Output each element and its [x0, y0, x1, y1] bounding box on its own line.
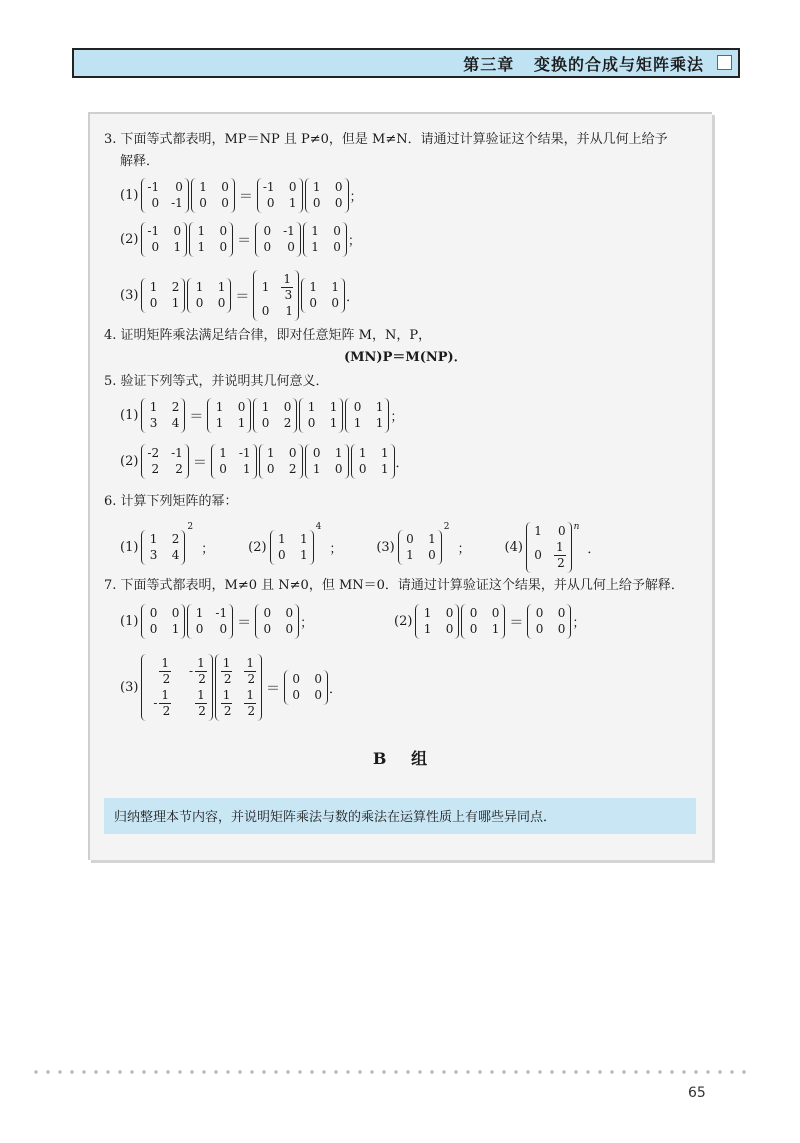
matrix: -1 0 0 -1 [141, 178, 188, 213]
matrix: 0 1 1 0 [398, 530, 442, 565]
matrix: 1 -1 0 0 [187, 604, 233, 639]
item-end-punct: ． [587, 542, 601, 557]
exercise-card [88, 112, 712, 860]
matrix: 0 0 0 1 [461, 604, 505, 639]
q3-equation-2 [120, 222, 361, 257]
equals-sign: ＝ [237, 614, 252, 631]
matrix: 1 0 1 1 [207, 398, 251, 433]
item-label: (2) [120, 232, 139, 247]
question-4-text: 4. 证明矩阵乘法满足结合律，即对任意矩阵 M，N，P， [104, 328, 432, 343]
matrix: 0 0 0 0 [527, 604, 571, 639]
matrix: 1 0 1 0 [415, 604, 459, 639]
matrix: 1 0 0 2 [253, 398, 297, 433]
q7-equation-3 [120, 654, 342, 721]
matrix: 1 1 0 1 [270, 530, 314, 565]
matrix: 1 2 0 1 [141, 278, 185, 313]
item-end-punct: ； [457, 542, 471, 557]
question-3-text-cont: 解释． [120, 154, 160, 169]
item-label: (2) [120, 454, 139, 469]
item-end-punct: ； [300, 616, 314, 631]
equals-sign: ＝ [509, 614, 524, 631]
matrix: 1 0 0 2 [259, 444, 303, 479]
item-end-punct: ． [346, 290, 360, 305]
item-end-punct: ； [390, 410, 404, 425]
item-label: (2) [394, 614, 413, 629]
matrix: 0 0 0 0 [284, 670, 328, 705]
chapter-title: 第三章 变换的合成与矩阵乘法 [463, 55, 704, 74]
q7-equation-2 [394, 604, 585, 639]
item-end-punct: ； [201, 542, 215, 557]
item-end-punct: ； [349, 190, 363, 205]
matrix-power: n [573, 522, 580, 532]
matrix: $\frac{1}{2}$ - $\frac{1}{2}$ - $\frac{1}{2}$ $\frac{1}{2}$ [141, 654, 212, 721]
chapter-header [72, 48, 740, 78]
equals-sign: ＝ [237, 232, 252, 249]
matrix: -1 0 0 1 [141, 222, 187, 257]
matrix: 1 0 1 0 [303, 222, 347, 257]
matrix-power: 2 [443, 522, 450, 532]
footer-dotted-divider [30, 1070, 750, 1074]
group-b-heading: B 组 [372, 749, 430, 768]
item-end-punct: ； [347, 234, 361, 249]
item-label: (1) [120, 614, 139, 629]
question-6-text: 6. 计算下列矩阵的幂： [104, 494, 238, 509]
q5-equation-1 [120, 398, 403, 433]
matrix: 1 2 3 4 [141, 530, 185, 565]
matrix: 1 1 0 0 [187, 278, 231, 313]
matrix: 1 -1 0 1 [211, 444, 257, 479]
matrix: 0 1 1 0 [305, 444, 349, 479]
matrix: 1 0 0 0 [191, 178, 235, 213]
q7-equation-1 [120, 604, 313, 639]
question-5-text: 5. 验证下列等式，并说明其几何意义． [104, 374, 329, 389]
item-label: (3) [376, 540, 395, 555]
matrix: -2 -1 2 2 [141, 444, 188, 479]
q5-equation-2 [120, 444, 409, 479]
question-3-text: 3. 下面等式都表明，MP＝NP 且 P≠0，但是 M≠N．请通过计算验证这个结果，并从几何上给予 [104, 132, 668, 147]
matrix: 1 0 0 0 [305, 178, 349, 213]
item-end-punct: ； [329, 542, 343, 557]
equals-sign: ＝ [238, 188, 253, 205]
matrix: 1 0 1 0 [189, 222, 233, 257]
matrix-power: 4 [315, 522, 322, 532]
item-label: (3) [120, 680, 139, 695]
matrix: 1 1 0 1 [299, 398, 343, 433]
matrix: 0 0 0 0 [255, 604, 299, 639]
equals-sign: ＝ [189, 408, 204, 425]
matrix: $\frac{1}{2}$ $\frac{1}{2}$ $\frac{1}{2}$ $\frac{1}{2}$ [215, 654, 262, 721]
page-number: 65 [688, 1085, 706, 1101]
matrix: -1 0 0 1 [257, 178, 303, 213]
item-end-punct: ； [572, 616, 586, 631]
equals-sign: ＝ [265, 680, 280, 697]
matrix: 0 -1 0 0 [255, 222, 301, 257]
header-square-icon [717, 55, 732, 70]
question-7-text: 7. 下面等式都表明，M≠0 且 N≠0，但 MN＝0．请通过计算验证这个结果，并从几何上给予解释． [104, 578, 684, 593]
matrix: 1 0 0 $\frac{1}{2}$ [526, 522, 572, 573]
matrix: 1 1 0 1 [351, 444, 395, 479]
question-4-formula: (MN)P＝M(NP)． [344, 350, 467, 365]
matrix: 0 0 0 1 [141, 604, 185, 639]
item-label: (3) [120, 288, 139, 303]
q3-equation-3 [120, 270, 359, 321]
item-label: (1) [120, 408, 139, 423]
matrix: 1 $\frac{1}{3}$ 0 1 [253, 270, 299, 321]
group-b-task: 归纳整理本节内容，并说明矩阵乘法与数的乘法在运算性质上有哪些异同点． [104, 798, 696, 834]
item-label: (2) [248, 540, 267, 555]
item-end-punct: ． [328, 682, 342, 697]
matrix: 1 1 0 0 [301, 278, 345, 313]
q3-equation-1 [120, 178, 363, 213]
matrix: 0 1 1 1 [345, 398, 389, 433]
matrix: 1 2 3 4 [141, 398, 185, 433]
q6-powers-row [120, 522, 600, 573]
item-end-punct: ． [395, 456, 409, 471]
item-label: (1) [120, 540, 139, 555]
matrix-power: 2 [187, 522, 194, 532]
item-label: (4) [504, 540, 523, 555]
equals-sign: ＝ [192, 454, 207, 471]
item-label: (1) [120, 188, 139, 203]
equals-sign: ＝ [235, 288, 250, 305]
